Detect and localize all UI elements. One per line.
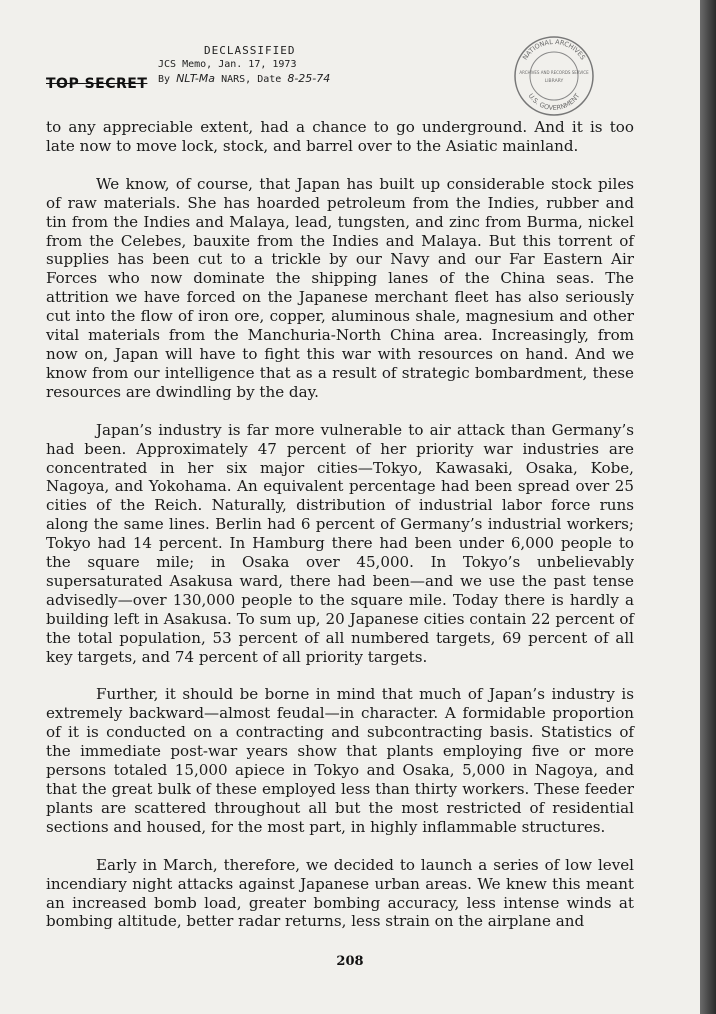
archives-seal-stamp	[512, 34, 596, 118]
paragraph-5: Early in March, therefore, we decided to launch a series of low level incendiary night attacks against Japanese urban areas. We knew this meant an increased bomb load, greater bombing accuracy, less intense winds at bombing altitude, better radar returns, less strain on the airplane and	[46, 855, 634, 931]
paragraph-3: Japan’s industry is far more vulnerable to air attack than Germany’s had been. Approximately 47 percent of her priority war industries are concentrated in her six major cities—Tokyo, Kawasaki, Osaka, Kobe, Nagoya, and Yokohama. An equivalent percentage had been spread over 25 cities of the Reich. Naturally, distribution of industrial labor force runs along the same lines. Berlin had 6 percent of Germany’s industrial workers; Tokyo had 14 percent. In Hamburg there had been under 6,000 people to the square mile; in Osaka over 45,000. In Tokyo’s unbelievably supersaturated Asakusa ward, there had been—and we use the past tense advisedly—over 130,000 people to the square mile. Today there is hardly a building left in Asakusa. To sum up, 20 Japanese cities contain 22 percent of the total population, 53 percent of all numbered targets, 69 percent of all key targets, and 74 percent of all priority targets.	[46, 420, 634, 666]
declassified-agency: NARS, Date	[221, 74, 282, 85]
declassified-by-prefix: By	[158, 74, 171, 85]
stamp-top-text: NATIONAL ARCHIVES	[521, 37, 587, 62]
svg-text:NATIONAL ARCHIVES	[521, 38, 587, 61]
declassified-stamp	[158, 44, 330, 87]
paragraph-4: Further, it should be borne in mind that much of Japan’s industry is extremely backward—almost feudal—in character. A formidable proportion of it is conducted on a contracting and subcontracting basis. Statistics of the immediate post-war years show that plants employing five or more persons totaled 15,000 apiece in Tokyo and Osaka, 5,000 in Nagoya, and that the great bulk of these employed less than thirty workers. These feeder plants are scattered throughout all but the most restricted of residential sections and housed, for the most part, in highly inflammable structures.	[46, 685, 634, 836]
page-number: 208	[336, 954, 364, 969]
declassified-by-line	[158, 72, 330, 87]
declassified-memo: JCS Memo, Jan. 17, 1973	[158, 59, 297, 70]
paragraph-2: We know, of course, that Japan has built up considerable stock piles of raw materials. She has hoarded petroleum from the Indies, rubber and tin from the Indies and Malaya, lead, tungsten, and zinc from Burma, nickel from the Celebes, bauxite from the Indies and Malaya. But this torrent of supplies has been cut to a trickle by our Navy and our Far Eastern Air Forces who now dominate the shipping lanes of the China seas. The attrition we have forced on the Japanese merchant fleet has also seriously cut into the flow of iron ore, copper, aluminous shale, magnesium and other vital materials from the Manchuria-North China area. Increasingly, from now on, Japan will have to fight this war with resources on hand. And we know from our intelligence that as a result of strategic bombardment, these resources are dwindling by the day.	[46, 174, 634, 401]
stamp-bottom-text: U.S. GOVERNMENT	[526, 91, 582, 113]
declassified-date: 8-25-74	[287, 72, 331, 85]
declassified-title: DECLASSIFIED	[204, 44, 296, 57]
book-binding-edge	[700, 0, 716, 1014]
stamp-middle-text: ARCHIVES AND RECORDS SERVICE	[519, 70, 589, 75]
stamp-side-text: LIBRARY	[544, 79, 564, 84]
declassified-by-name: NLT-Ma	[176, 72, 216, 85]
body-text	[46, 118, 634, 950]
classification-mark: TOP SECRET	[46, 76, 148, 92]
paragraph-1: to any appreciable extent, had a chance to go underground. And it is too late now to move lock, stock, and barrel over to the Asiatic mainland.	[46, 118, 634, 155]
